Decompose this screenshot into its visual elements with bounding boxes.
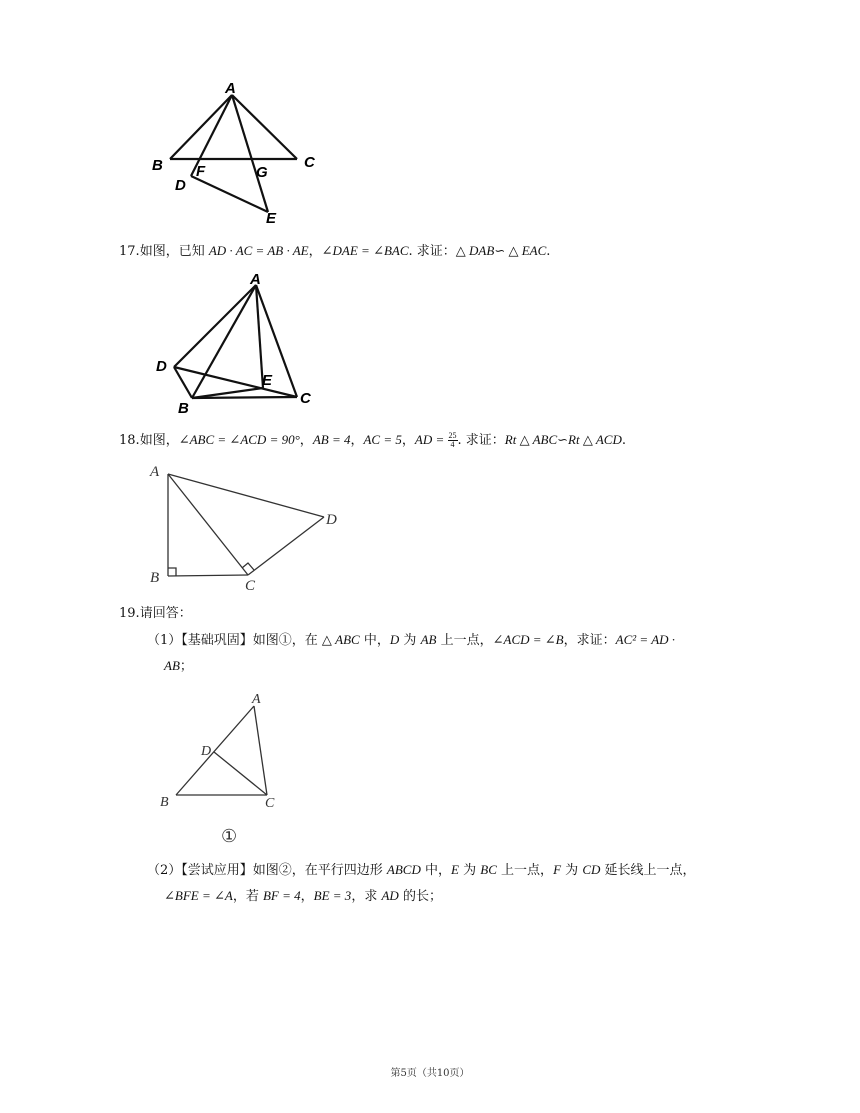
label-g: G xyxy=(256,164,268,181)
question-19-part-2 xyxy=(147,861,696,880)
segment-dc xyxy=(214,752,267,795)
label-d: D xyxy=(156,358,167,375)
equation: AD · AC = AB · AE xyxy=(208,243,309,258)
segment-name: CD xyxy=(582,862,601,877)
claim: Rt △ ABC∽Rt △ ACD xyxy=(504,432,622,447)
label-c: C xyxy=(245,578,256,594)
label-c: C xyxy=(304,154,315,171)
separator: ， xyxy=(350,433,364,448)
condition: ∠ACD = ∠B xyxy=(492,632,564,647)
question-text: . 求证： xyxy=(457,433,505,448)
conclusion: AC² = AD · xyxy=(615,632,676,647)
text: 上一点， xyxy=(440,633,493,648)
question-number: 19. xyxy=(119,606,140,621)
claim: △ DAB∽ △ EAC xyxy=(455,243,547,258)
text: 为 xyxy=(463,863,477,878)
label-e: E xyxy=(266,210,277,227)
text: 延长线上一点， xyxy=(604,863,696,878)
label-d: D xyxy=(201,744,212,759)
label-c: C xyxy=(300,390,311,407)
segment-ab xyxy=(176,706,254,795)
segment-name: AB xyxy=(420,632,437,647)
text: 中， xyxy=(425,863,452,878)
shape-name: ABCD xyxy=(386,862,421,877)
triangle-name: △ ABC xyxy=(321,632,360,647)
period: . xyxy=(621,433,626,448)
part-tag: （1）【基础巩固】如图①，在 xyxy=(147,633,318,648)
equation: AC = 5 xyxy=(363,432,402,447)
text: ，求证： xyxy=(563,633,616,648)
segment-ac xyxy=(254,706,267,795)
question-number: 17. xyxy=(119,244,140,259)
part-tag: （2）【尝试应用】如图②，在平行四边形 xyxy=(147,863,383,878)
text: ，若 xyxy=(232,889,259,904)
page-footer xyxy=(0,1064,860,1079)
segment-name: BC xyxy=(480,862,497,877)
question-text: 如图， xyxy=(139,433,179,448)
period: . xyxy=(546,244,551,259)
label-a: A xyxy=(225,80,236,97)
figure-caption: ① xyxy=(221,826,238,847)
separator: ， xyxy=(308,244,322,259)
text: 中， xyxy=(363,633,390,648)
equation: BF = 4 xyxy=(262,888,301,903)
fraction-numerator: 25 xyxy=(448,431,457,440)
equation: ∠ABC = ∠ACD = 90° xyxy=(178,432,300,447)
text: 的长； xyxy=(402,889,442,904)
segment-name: AD xyxy=(381,888,399,903)
label-b: B xyxy=(152,157,163,174)
equation: AD = xyxy=(414,432,448,447)
label-a: A xyxy=(252,692,261,707)
label-d: D xyxy=(326,512,337,528)
label-d: D xyxy=(175,177,186,194)
label-b: B xyxy=(178,400,189,417)
text: 上一点， xyxy=(501,863,554,878)
condition: ∠BFE = ∠A xyxy=(164,888,233,903)
equation: ∠DAE = ∠BAC xyxy=(321,243,409,258)
separator: ， xyxy=(300,889,314,904)
question-19-part-2-line-2 xyxy=(164,887,442,906)
label-c: C xyxy=(265,796,275,811)
label-a: A xyxy=(250,271,261,288)
separator: ， xyxy=(401,433,415,448)
page-number: 第5页（共10页） xyxy=(390,1068,470,1079)
segment-name: AB xyxy=(164,658,180,673)
question-text: 如图，已知 xyxy=(139,244,205,259)
point-name: F xyxy=(553,862,562,877)
equation: AB = 4 xyxy=(312,432,351,447)
label-b: B xyxy=(160,795,169,810)
equation: BE = 3 xyxy=(313,888,352,903)
text: 为 xyxy=(403,633,417,648)
text: 为 xyxy=(565,863,579,878)
question-number: 18. xyxy=(119,433,140,448)
separator: ， xyxy=(299,433,313,448)
label-e: E xyxy=(262,372,273,389)
label-b: B xyxy=(150,570,160,586)
point-name: D xyxy=(389,632,400,647)
text: ，求 xyxy=(351,889,378,904)
question-text: 请回答： xyxy=(139,606,192,621)
point-name: E xyxy=(451,862,459,877)
fraction-denominator: 4 xyxy=(450,440,455,449)
label-f: F xyxy=(196,163,206,180)
question-text: . 求证： xyxy=(408,244,456,259)
label-a: A xyxy=(150,464,160,480)
text: ； xyxy=(179,659,193,674)
